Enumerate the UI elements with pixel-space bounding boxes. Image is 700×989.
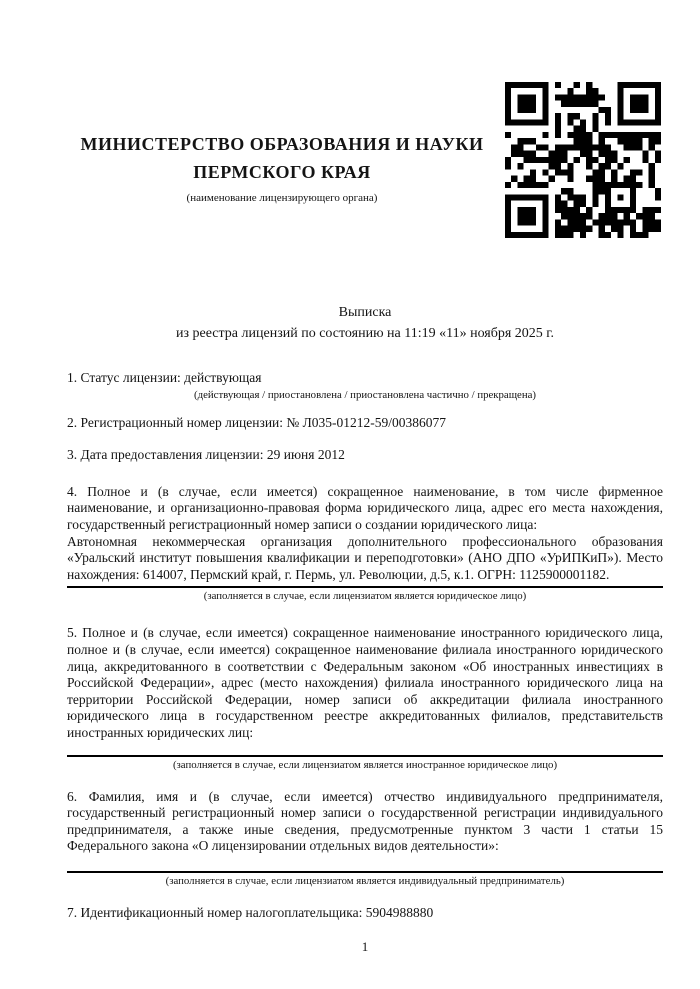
ministry-name-line1: МИНИСТЕРСТВО ОБРАЗОВАНИЯ И НАУКИ xyxy=(80,134,484,154)
field-taxpayer-id: 7. Идентификационный номер налогоплательщика: 5904988880 xyxy=(67,904,434,920)
field-registration-number: 2. Регистрационный номер лицензии: № Л035-01212-59/00386077 xyxy=(67,414,447,430)
field-legal-entity-value: Автономная некоммерческая организация дополнительного профессионального образования «Уральский институт повышения квалификации и переподготовки» (АНО ДПО «УрИПКиП»). Место нахождения: 614007, Пермский край, г. Пермь, ул. Революции, д.5, к.1. ОГРН: 1125900001182. xyxy=(67,533,663,582)
fill-in-rule-individual-entrepreneur xyxy=(67,871,663,873)
ministry-name-line2: ПЕРМСКОГО КРАЯ xyxy=(193,162,371,182)
ministry-name xyxy=(67,130,497,186)
field-legal-entity-label: 4. Полное и (в случае, если имеется) сокращенное наименование, в том числе фирменное наименование, и организационно-правовая форма юридического лица, адрес его места нахождения, государственный регистрационный номер записи о создании юридического лица: xyxy=(67,483,663,532)
field-legal-entity-note: (заполняется в случае, если лицензиатом является юридическое лицо) xyxy=(203,590,527,603)
page-number: 1 xyxy=(361,939,369,955)
qr-code-icon xyxy=(505,82,661,238)
field-foreign-entity-note: (заполняется в случае, если лицензиатом является иностранное юридическое лицо) xyxy=(172,758,558,771)
field-license-grant-date: 3. Дата предоставления лицензии: 29 июня 2012 xyxy=(67,447,345,463)
document-title-line1: Выписка xyxy=(338,305,392,320)
fill-in-rule-foreign-entity xyxy=(67,755,663,757)
field-license-status: 1. Статус лицензии: действующая xyxy=(67,370,262,385)
field-foreign-entity-label: 5. Полное и (в случае, если имеется) сокращенное наименование иностранного юридического лица, полное и (в случае, если имеется) сокращенное наименование филиала иностранного юридического лица, аккредитованного в соответствии с Федеральным законом «Об иностранных инвестициях в Российской Федерации», адрес (место нахождения) филиала иностранного юридического лица на территории Российской Федерации, номер записи об аккредитации филиала иностранного юридического лица в государственном реестре аккредитованных филиалов, представительств иностранных юридических лиц: xyxy=(67,625,663,740)
document-title xyxy=(67,302,663,344)
licensing-authority-caption: (наименование лицензирующего органа) xyxy=(186,192,378,204)
document-title-line2: из реестра лицензий по состоянию на 11:19 «11» ноября 2025 г. xyxy=(176,326,554,341)
field-license-status-note: (действующая / приостановлена / приостановлена частично / прекращена) xyxy=(194,388,536,401)
fill-in-rule-legal-entity xyxy=(67,586,663,588)
field-individual-entrepreneur-note: (заполняется в случае, если лицензиатом является индивидуальный предприниматель) xyxy=(165,874,565,887)
field-individual-entrepreneur-label: 6. Фамилия, имя и (в случае, если имеется) отчество индивидуального предпринимателя, государственный регистрационный номер записи о государственной регистрации индивидуального предпринимателя, а также иные сведения, предусмотренные пунктом 3 части 1 статьи 15 Федерального закона «О лицензировании отдельных видов деятельности»: xyxy=(67,788,663,854)
